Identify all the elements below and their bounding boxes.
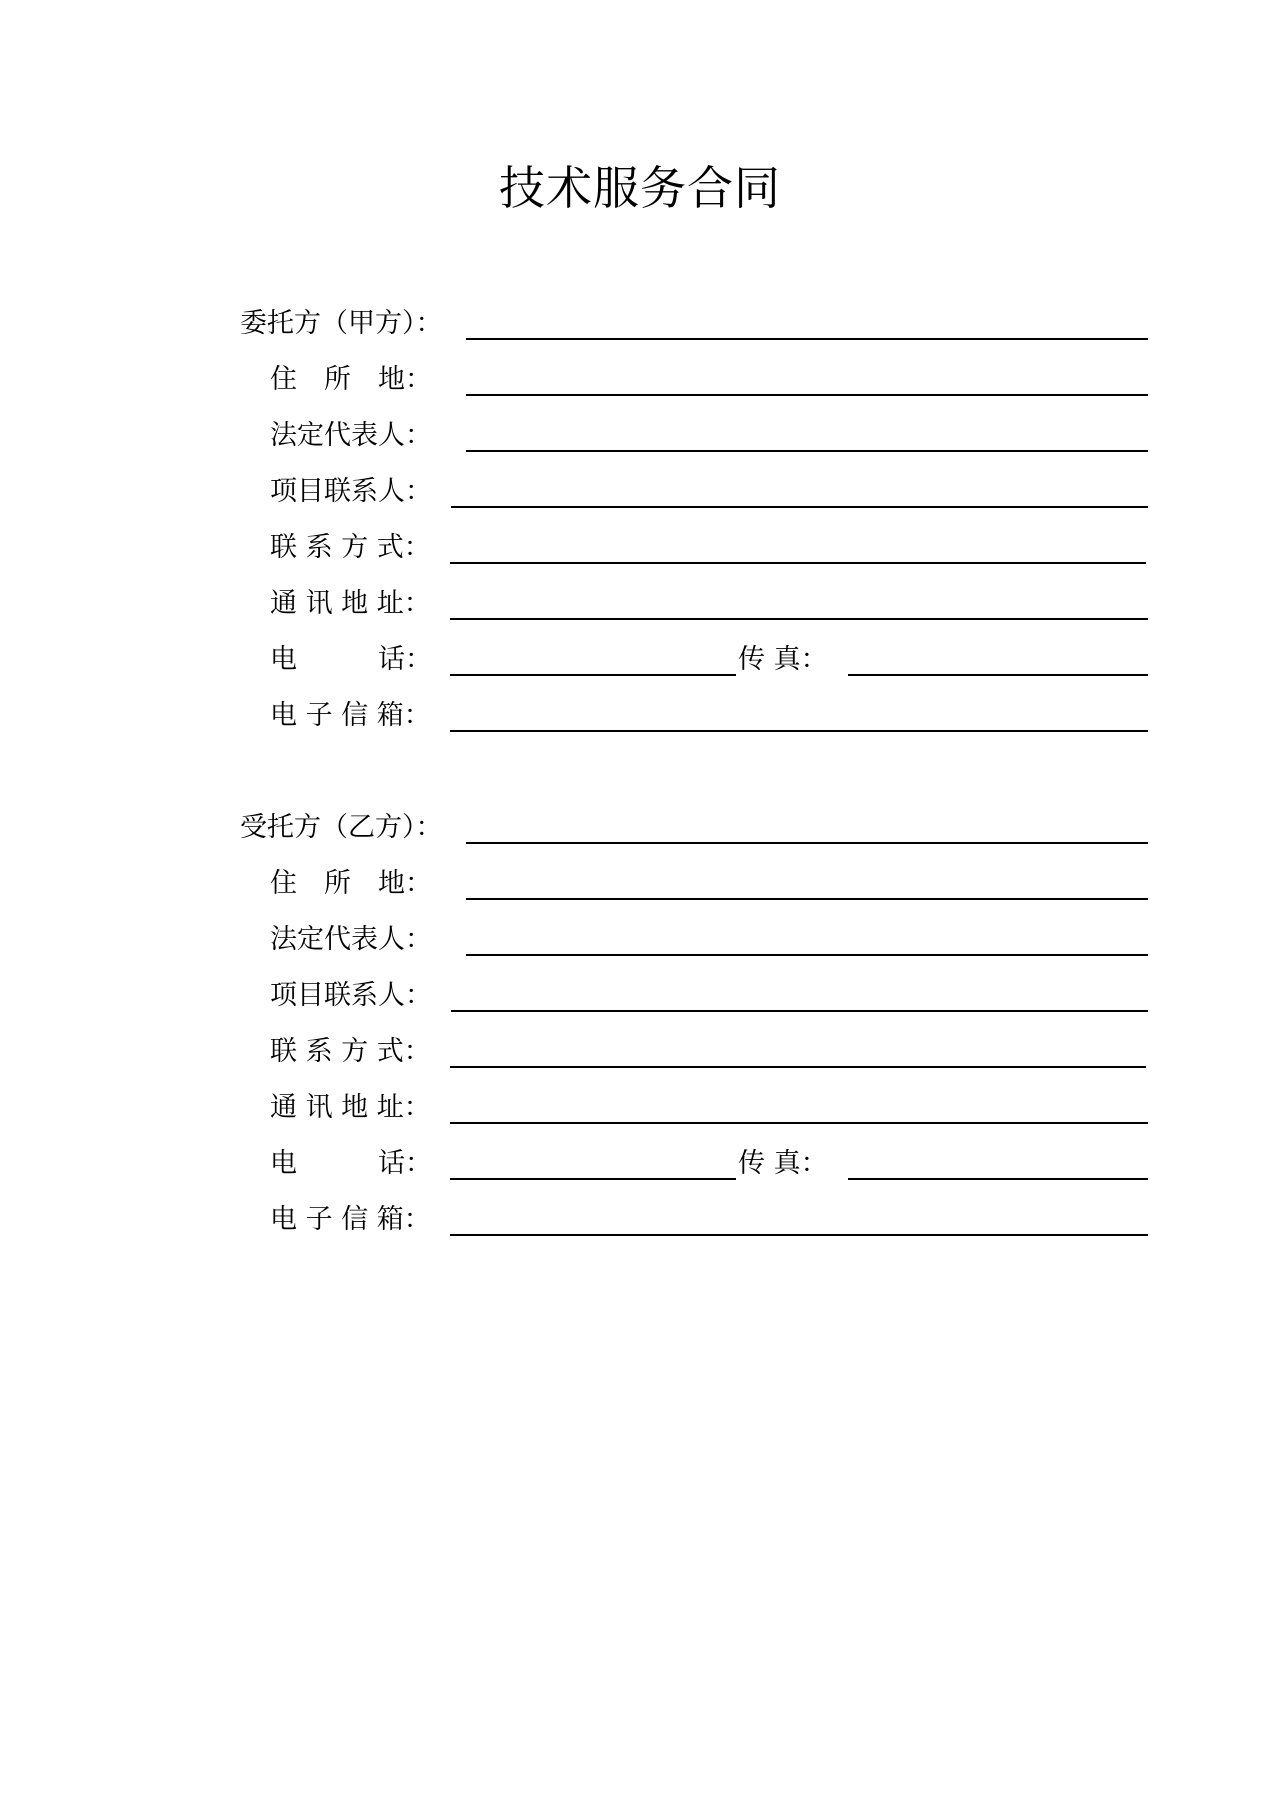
party-b-residence-row	[270, 864, 1150, 904]
party-a-contact-person-field[interactable]	[451, 506, 1148, 508]
party-b-heading-row	[240, 808, 1150, 848]
party-a-mailing-address-field[interactable]	[450, 618, 1148, 620]
party-b-contact-person-field[interactable]	[451, 1010, 1148, 1012]
party-a-residence-label: 住 所 地：	[270, 364, 432, 395]
party-b-contact-method-row	[270, 1032, 1150, 1072]
party-b-legal-rep-field[interactable]	[466, 954, 1148, 956]
party-a-mailing-address-label: 通 讯 地 址：	[270, 588, 431, 619]
party-b-mailing-address-row	[270, 1088, 1150, 1128]
party-a-contact-method-label: 联 系 方 式：	[270, 532, 431, 563]
party-b-contact-person-row	[270, 976, 1150, 1016]
party-a-heading-row	[240, 304, 1150, 344]
party-b-legal-rep-label: 法定代表人：	[270, 924, 432, 955]
party-a-contact-person-label: 项目联系人：	[270, 476, 432, 507]
party-a-email-label: 电 子 信 箱：	[270, 700, 431, 731]
party-b-heading-label: 受托方（乙方）：	[240, 812, 443, 843]
party-a-contact-method-field[interactable]	[450, 562, 1146, 564]
party-a-residence-field[interactable]	[466, 394, 1148, 396]
party-b-contact-person-label: 项目联系人：	[270, 980, 432, 1011]
party-a-fax-field[interactable]	[848, 674, 1148, 676]
party-b-contact-method-label: 联 系 方 式：	[270, 1036, 431, 1067]
party-b-mailing-address-label: 通 讯 地 址：	[270, 1092, 431, 1123]
party-b-mailing-address-field[interactable]	[450, 1122, 1148, 1124]
party-b-phone-label: 电 话：	[270, 1148, 432, 1179]
party-a-email-field[interactable]	[450, 730, 1148, 732]
party-a-contact-person-row	[270, 472, 1150, 512]
party-a-contact-method-row	[270, 528, 1150, 568]
party-a-heading-label: 委托方（甲方）：	[240, 308, 443, 339]
party-b-contact-method-field[interactable]	[450, 1066, 1146, 1068]
party-a-residence-row	[270, 360, 1150, 400]
party-b-email-label: 电 子 信 箱：	[270, 1204, 431, 1235]
party-a-phone-field[interactable]	[450, 674, 736, 676]
party-a-fax-label: 传 真：	[738, 644, 828, 675]
party-b-email-row	[270, 1200, 1150, 1240]
party-b-residence-label: 住 所 地：	[270, 868, 432, 899]
party-a-legal-rep-label: 法定代表人：	[270, 420, 432, 451]
party-a-mailing-address-row	[270, 584, 1150, 624]
party-a-phone-label: 电 话：	[270, 644, 432, 675]
party-a-email-row	[270, 696, 1150, 736]
party-a-name-field[interactable]	[466, 338, 1148, 340]
party-a-legal-rep-row	[270, 416, 1150, 456]
contract-title: 技术服务合同	[499, 161, 781, 215]
party-a-legal-rep-field[interactable]	[466, 450, 1148, 452]
party-a-phone-fax-row	[270, 640, 1150, 680]
party-b-name-field[interactable]	[466, 842, 1148, 844]
party-b-fax-label: 传 真：	[738, 1148, 828, 1179]
party-b-phone-fax-row	[270, 1144, 1150, 1184]
party-b-legal-rep-row	[270, 920, 1150, 960]
party-b-fax-field[interactable]	[848, 1178, 1148, 1180]
party-b-phone-field[interactable]	[450, 1178, 736, 1180]
party-b-email-field[interactable]	[450, 1234, 1148, 1236]
party-b-residence-field[interactable]	[466, 898, 1148, 900]
